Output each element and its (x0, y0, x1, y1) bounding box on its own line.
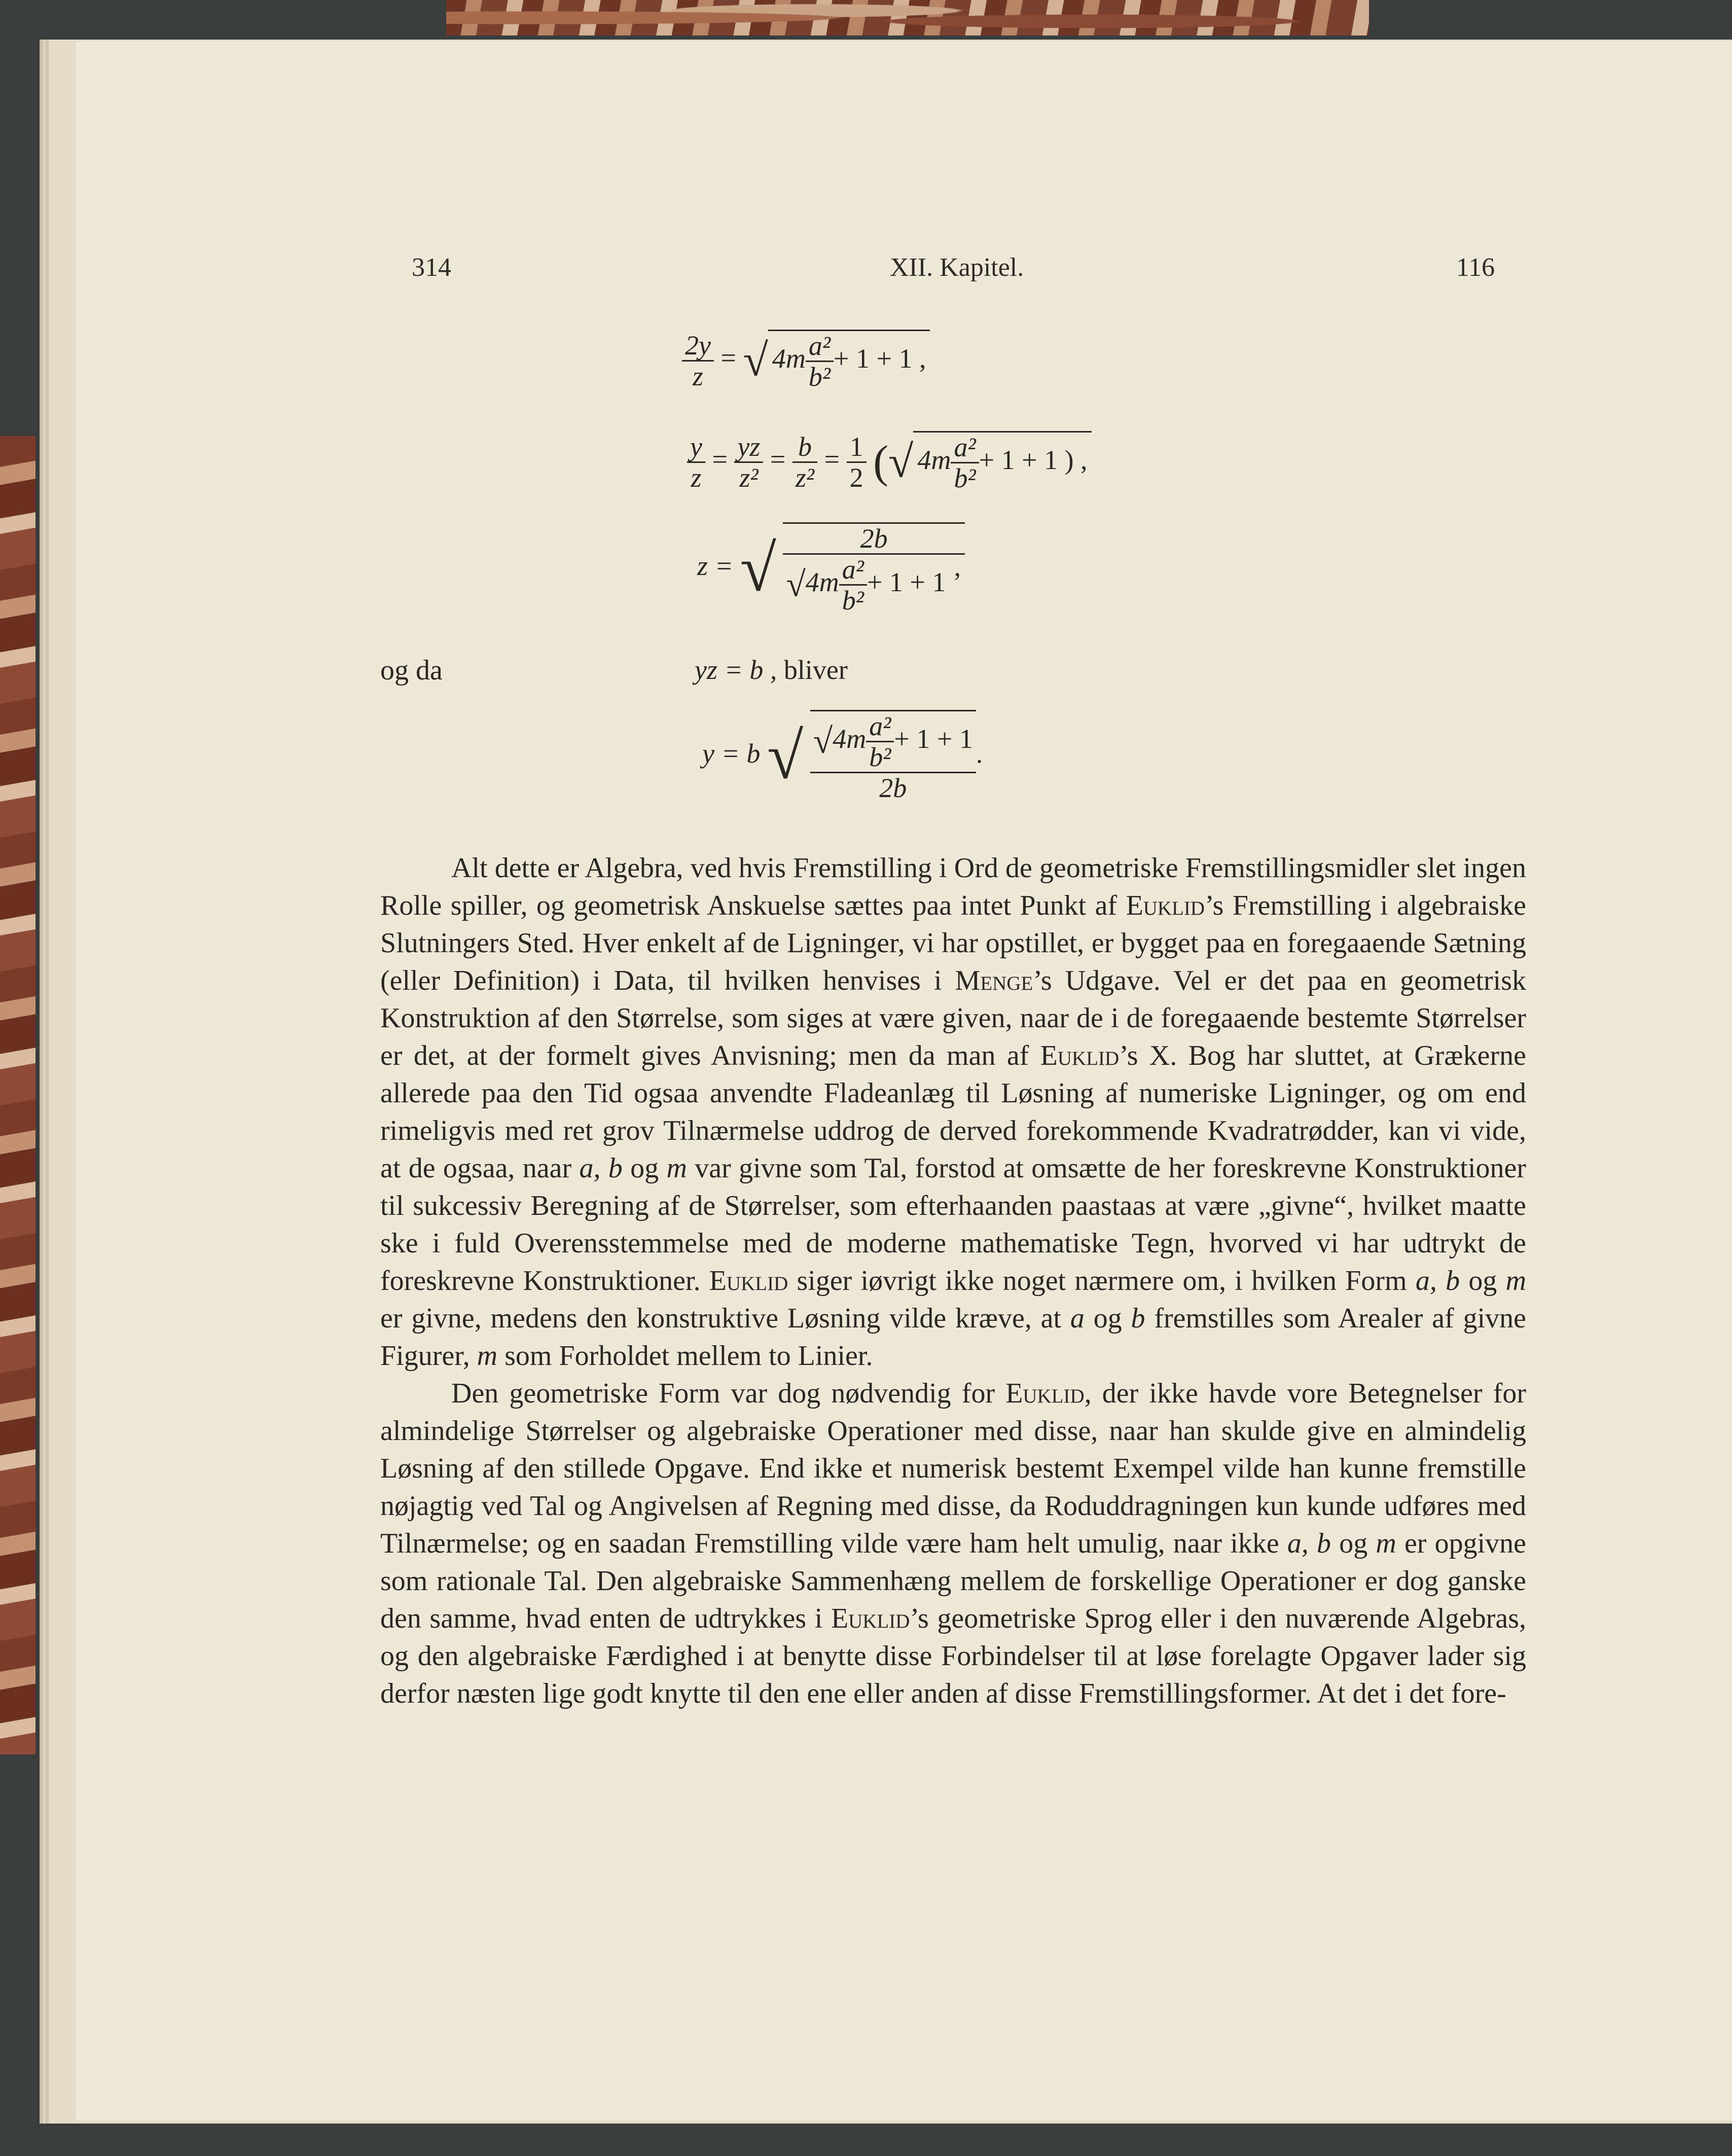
equation-4: yz = b , bliver (695, 655, 848, 685)
og-da-label: og da (380, 655, 443, 686)
marbled-cover-left (0, 436, 35, 1754)
equation-1: $\frac{2y}{z}$ = √ 4m $\frac{\text{a²}}{\text{b²}}$ + 1 + 1 , (682, 330, 930, 391)
body-text (380, 849, 1526, 1712)
running-header: XII. Kapitel. (890, 253, 1024, 282)
equation-5: y = b √ √4m $\frac{\text{a²}}{\text{b²}}$ + 1 + 1 2b . (702, 711, 983, 803)
page-number: 314 (412, 253, 451, 282)
paragraph-1: Alt dette er Algebra, ved hvis Fremstilling i Ord de geometriske Fremstillingsmidler slet ingen Rolle spiller, og geometrisk Anskuelse sættes paa intet Punkt af Euklid’s Fremstilling i algebraiske Slutningers Sted. Hver enkelt af de Ligninger, vi har opstillet, er bygget paa en foregaaende Sætning (eller Definition) i Data, til hvilken henvises i Menge’s Udgave. Vel er det paa en geometrisk Konstruktion af den Størrelse, som siges at være given, naar de i de foregaaende bestemte Størrelser er det, at der formelt gives Anvisning; men da man af Euklid’s X. Bog har sluttet, at Grækerne allerede paa den Tid ogsaa anvendte Fladeanlæg til Løsning af numeriske Ligninger, og om end rimeligvis med ret grov Tilnærmelse uddrog de derved forekommende Kvadratrødder, kan vi vide, at de ogsaa, naar a, b og m var givne som Tal, forstod at omsætte de her foreskrevne Konstruktioner til sukcessiv Beregning af de Størrelser, som efterhaanden paastaas at være „givne“, hvilket maatte ske i fuld Overensstemmelse med de moderne mathematiske Tegn, hvorved vi har udtrykt de foreskrevne Konstruktioner. Euklid siger iøvrigt ikke noget nærmere om, i hvilken Form a, b og m er givne, medens den konstruktive Løsning vilde kræve, at a og b fremstilles som Arealer af givne Figurer, m som Forholdet mellem to Linier. (380, 852, 1527, 1372)
equation-2: $\frac{y}{z}$ = $\frac{yz}{\text{z²}}$ = $\frac{b}{\text{z²}}$ = $\frac{1}{2}$ (√ 4m $\frac{\text{a²}}{\text{b²}}$ + 1 + 1 ) , (687, 431, 1092, 493)
marbled-cover-top (446, 0, 1369, 35)
section-number: 116 (1456, 253, 1495, 282)
equation-3: z = √ 2b √4m $\frac{\text{a²}}{\text{b²}}$ + 1 + 1 ’ (697, 522, 965, 615)
paragraph-2: Den geometriske Form var dog nødvendig for Euklid, der ikke havde vore Betegnelser for almindelige Størrelser og algebraiske Operationer med disse, naar han skulde give en almindelig Løsning af den stillede Opgave. End ikke et numerisk bestemt Exempel vilde han kunne fremstille nøjagtig ved Tal og Angivelsen af Regning med disse, da Roduddragningen kun kunde udføres med Tilnærmelse; og en saadan Fremstilling vilde være ham helt umulig, naar ikke a, b og m er opgivne som rationale Tal. Den algebraiske Sammenhæng mellem de forskellige Operationer er dog ganske den samme, hvad enten de udtrykkes i Euklid’s geometriske Sprog eller i den nuværende Algebras, og den algebraiske Færdighed i at benytte disse Forbindelser til at løse forelagte Opgaver lader sig derfor næsten lige godt knytte til den ene eller anden af disse Fremstillingsformer. At det i det fore- (380, 1378, 1527, 1709)
